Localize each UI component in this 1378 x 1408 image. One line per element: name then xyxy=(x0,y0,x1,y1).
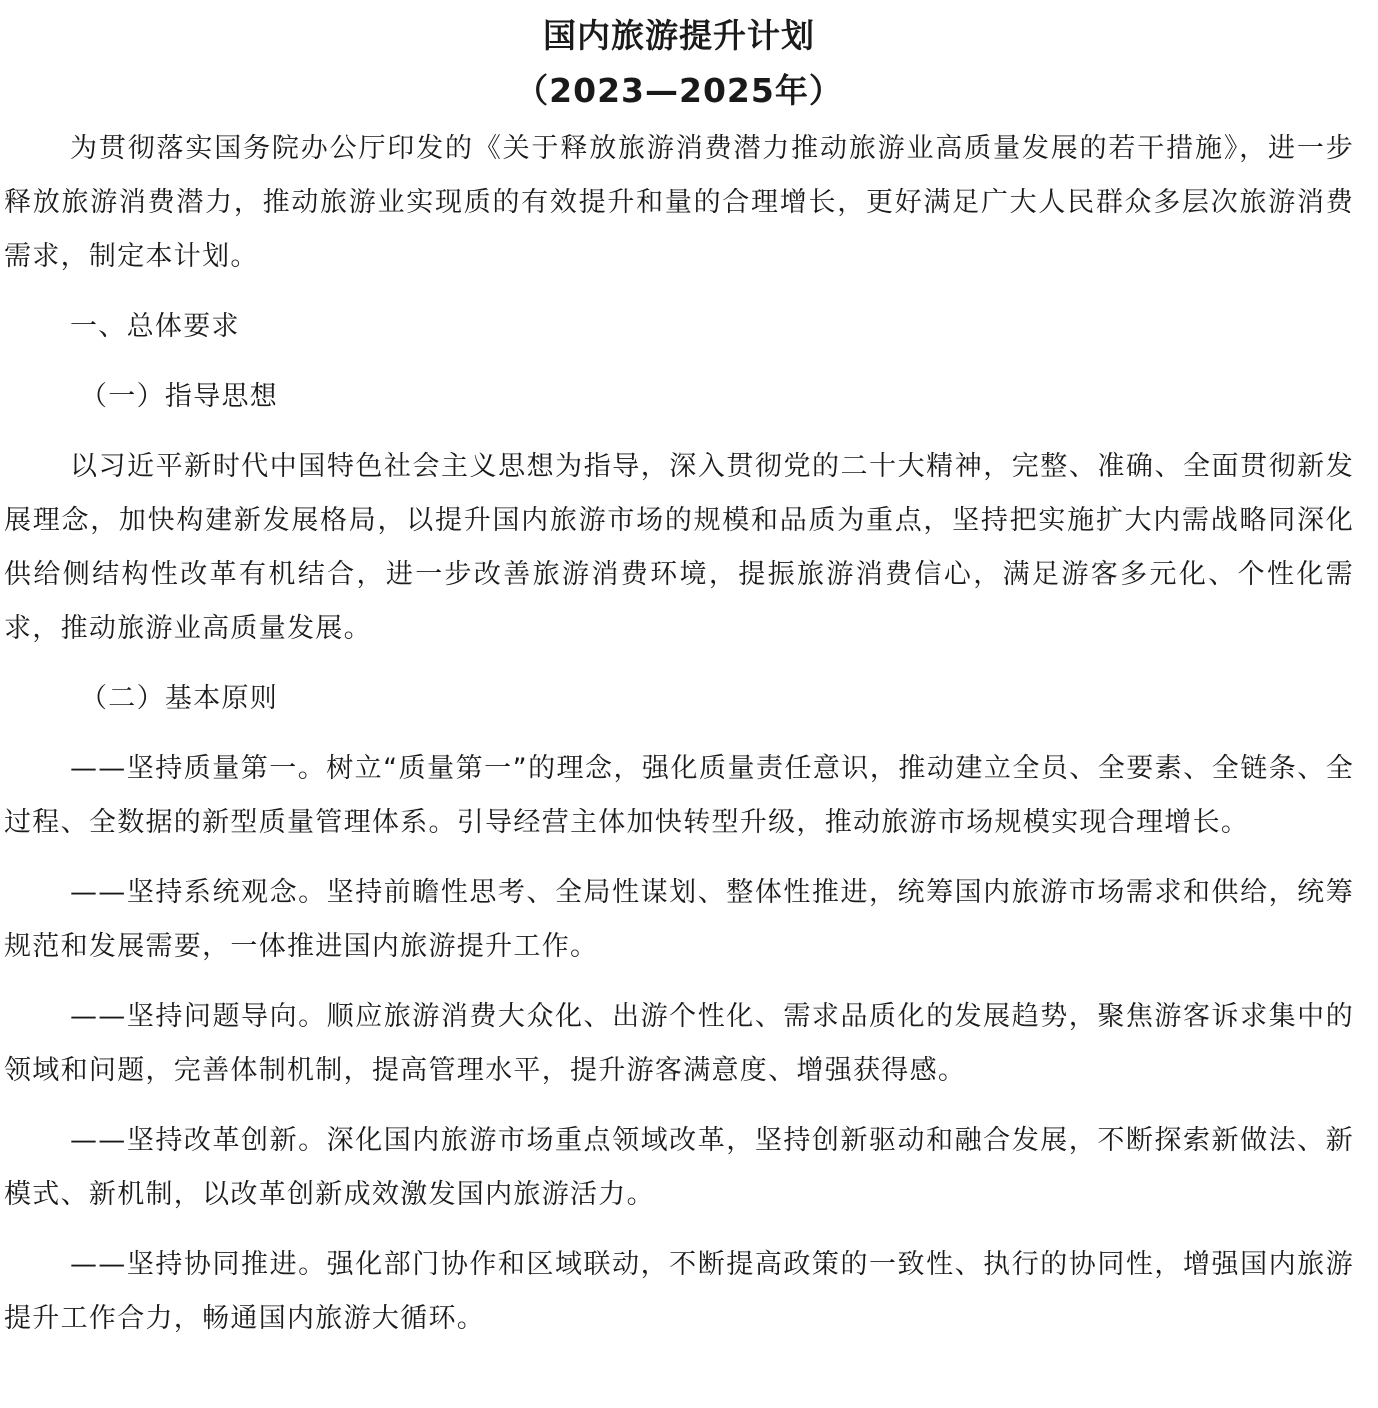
subsection-heading: （一）指导思想 xyxy=(80,381,279,412)
document-body xyxy=(4,122,1354,1346)
principle-paragraph: ——坚持改革创新。深化国内旅游市场重点领域改革，坚持创新驱动和融合发展，不断探索新做法、新模式、新机制，以改革创新成效激发国内旅游活力。 xyxy=(4,1125,1354,1210)
principle-paragraph: ——坚持问题导向。顺应旅游消费大众化、出游个性化、需求品质化的发展趋势，聚焦游客诉求集中的领域和问题，完善体制机制，提高管理水平，提升游客满意度、增强获得感。 xyxy=(4,1001,1354,1086)
principle-paragraph: ——坚持系统观念。坚持前瞻性思考、全局性谋划、整体性推进，统筹国内旅游市场需求和供给，统筹规范和发展需要，一体推进国内旅游提升工作。 xyxy=(4,877,1354,962)
principle-paragraph: ——坚持质量第一。树立“质量第一”的理念，强化质量责任意识，推动建立全员、全要素、全链条、全过程、全数据的新型质量管理体系。引导经营主体加快转型升级，推动旅游市场规模实现合理增长。 xyxy=(4,753,1354,838)
guiding-ideology-paragraph: 以习近平新时代中国特色社会主义思想为指导，深入贯彻党的二十大精神，完整、准确、全面贯彻新发展理念，加快构建新发展格局，以提升国内旅游市场的规模和品质为重点，坚持把实施扩大内需战略同深化供给侧结构性改革有机结合，进一步改善旅游消费环境，提振旅游消费信心，满足游客多元化、个性化需求，推动旅游业高质量发展。 xyxy=(4,451,1354,644)
document-subtitle: （2023—2025年） xyxy=(515,71,843,110)
document-title: 国内旅游提升计划 xyxy=(543,16,815,55)
section-heading: 一、总体要求 xyxy=(70,311,240,342)
intro-paragraph: 为贯彻落实国务院办公厅印发的《关于释放旅游消费潜力推动旅游业高质量发展的若干措施》，进一步释放旅游消费潜力，推动旅游业实现质的有效提升和量的合理增长，更好满足广大人民群众多层次旅游消费需求，制定本计划。 xyxy=(4,133,1354,272)
principle-paragraph: ——坚持协同推进。强化部门协作和区域联动，不断提高政策的一致性、执行的协同性，增强国内旅游提升工作合力，畅通国内旅游大循环。 xyxy=(4,1249,1354,1334)
subsection-heading: （二）基本原则 xyxy=(80,683,279,714)
